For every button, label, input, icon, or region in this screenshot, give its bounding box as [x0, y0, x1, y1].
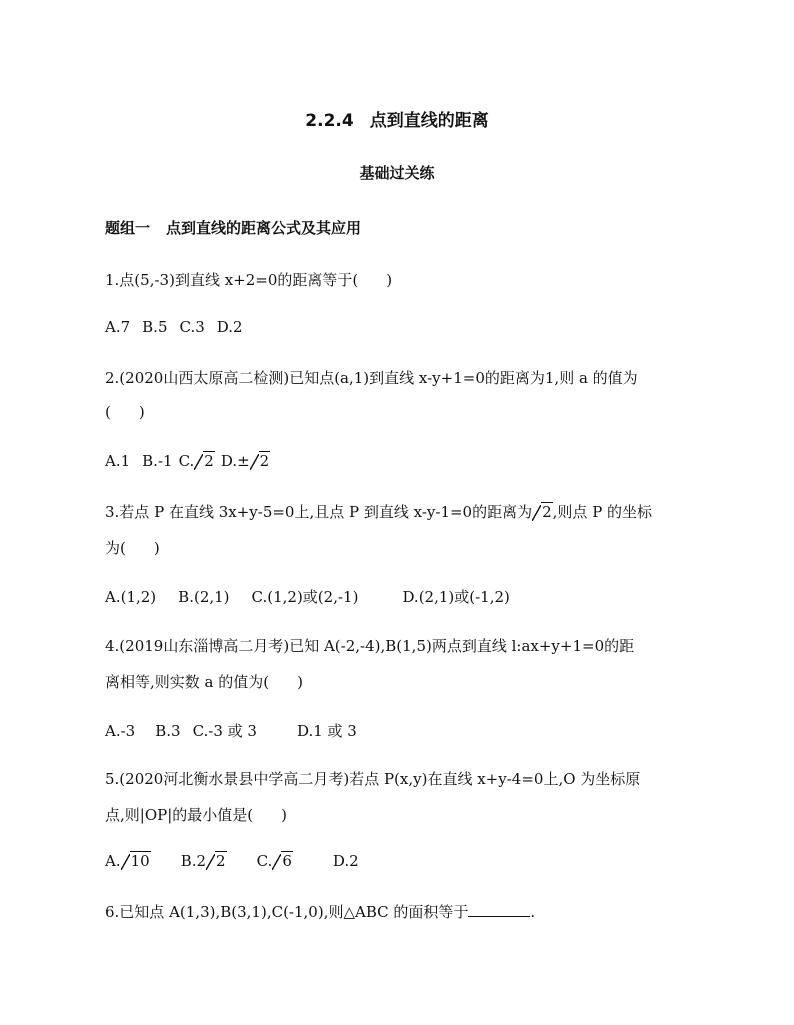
q2-paren-close: ) [138, 403, 145, 421]
q5-option-c: C. 6 [256, 852, 292, 870]
question-6-stem [105, 901, 535, 922]
sqrt-symbol: 2 [250, 452, 271, 470]
sqrt-symbol: 2 [532, 503, 553, 521]
q2-option-b: B.-1 [142, 452, 173, 470]
q5-option-a: A. 10 [105, 852, 150, 870]
q3-option-b: B.(2,1) [178, 588, 230, 606]
section-number: 2.2.4 [305, 111, 354, 131]
q2-paren-open: ( [105, 403, 111, 421]
question-2-options [105, 452, 270, 470]
q2-option-d: D.± 2 [220, 452, 270, 470]
sqrt-symbol: 2 [194, 452, 215, 470]
q1-option-c: C.3 [179, 318, 205, 336]
question-4-line-1: 4.(2019山东淄博高二月考)已知 A(-2,-4),B(1,5)两点到直线 l:ax+y+1=0的距 [105, 637, 635, 655]
q3-option-c: C.(1,2)或(2,-1) [251, 588, 359, 606]
question-1-stem [105, 269, 392, 290]
q3-paren-close: ) [153, 539, 160, 557]
section-title-text: 点到直线的距离 [369, 111, 489, 131]
question-3-line-1 [105, 501, 652, 522]
q4-option-c: C.-3 或 3 [192, 722, 257, 740]
q3-text-a: 3.若点 P 在直线 3x+y-5=0上,且点 P 到直线 x-y-1=0的距离为 [105, 503, 533, 521]
q3-option-a: A.(1,2) [105, 588, 157, 606]
q2-option-a: A.1 [105, 452, 131, 470]
section-title [0, 106, 794, 131]
question-4-options [105, 720, 357, 741]
q1-option-d: D.2 [216, 318, 243, 336]
group-heading [105, 217, 361, 238]
subtitle: 基础过关练 [359, 164, 435, 182]
q4-option-b: B.3 [155, 722, 181, 740]
question-1-text: 1.点(5,-3)到直线 x+2=0的距离等于( [105, 271, 359, 289]
q5-paren-close: ) [281, 806, 287, 824]
q5-option-d: D.2 [332, 852, 359, 870]
q5-option-b: B.2 2 [180, 852, 226, 870]
q4-text: 离相等,则实数 a 的值为( [105, 673, 270, 691]
q3-option-d: D.(2,1)或(-1,2) [402, 588, 510, 606]
question-2-line-2 [105, 403, 145, 421]
group-label: 题组一 [105, 219, 151, 237]
q1-option-a: A.7 [105, 318, 131, 336]
question-5-line-2 [105, 804, 287, 825]
q2-option-c: C. 2 [178, 452, 214, 470]
answer-blank[interactable] [468, 902, 530, 917]
question-3-options [105, 586, 510, 607]
q3-paren-open: 为( [105, 539, 126, 557]
q4-option-d: D.1 或 3 [296, 722, 357, 740]
q3-text-b: ,则点 P 的坐标 [552, 503, 653, 521]
question-2-line-1: 2.(2020山西太原高二检测)已知点(a,1)到直线 x-y+1=0的距离为1,则 a 的值为 [105, 369, 638, 387]
q6-period: . [530, 903, 536, 921]
sqrt-symbol: 2 [206, 852, 227, 870]
sqrt-symbol: 6 [272, 852, 293, 870]
question-5-options [105, 852, 359, 870]
sqrt-symbol: 10 [121, 852, 151, 870]
question-1-options [105, 318, 243, 336]
question-1-paren-close: ) [386, 271, 393, 289]
q6-text: 6.已知点 A(1,3),B(3,1),C(-1,0),则△ABC 的面积等于 [105, 903, 469, 921]
q1-option-b: B.5 [142, 318, 168, 336]
question-4-line-2 [105, 671, 303, 692]
q4-paren-close: ) [297, 673, 303, 691]
q5-text: 点,则|OP|的最小值是( [105, 806, 254, 824]
question-5-line-1: 5.(2020河北衡水景县中学高二月考)若点 P(x,y)在直线 x+y-4=0上,O 为坐标原 [105, 770, 641, 788]
group-title: 点到直线的距离公式及其应用 [166, 219, 362, 237]
q4-option-a: A.-3 [105, 722, 136, 740]
question-3-line-2 [105, 537, 160, 558]
